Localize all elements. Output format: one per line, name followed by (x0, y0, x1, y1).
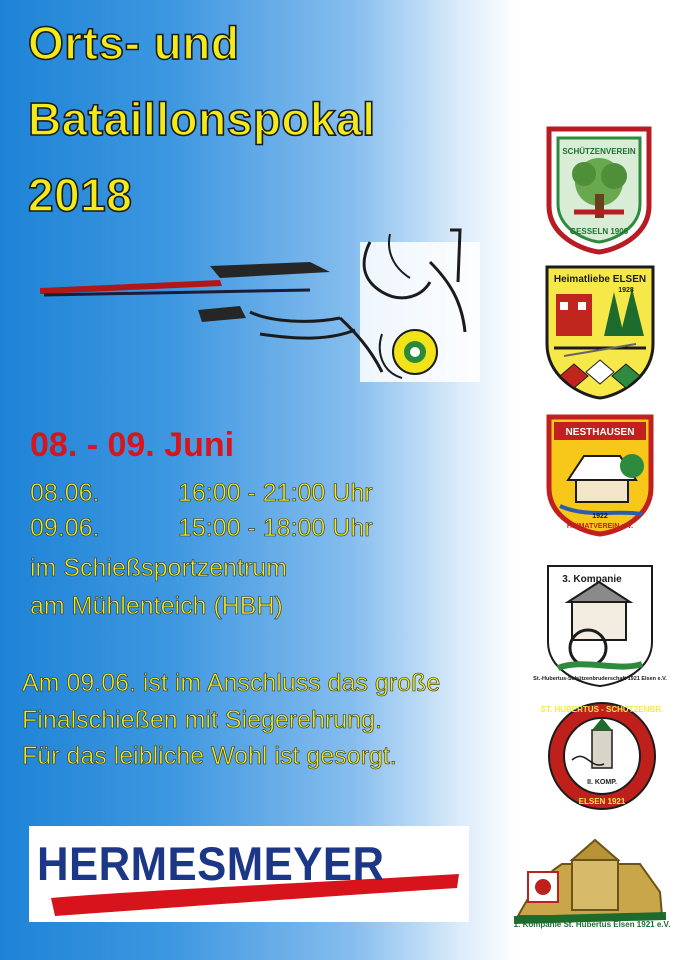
note-line: Finalschießen mit Siegerehrung. (22, 706, 382, 734)
location-line-2: am Mühlenteich (HBH) (30, 592, 283, 620)
crest-text: HEIMATVEREIN e.V. (566, 523, 634, 530)
schedule-day: 08.06. (30, 479, 100, 507)
shooter-illustration (10, 222, 480, 382)
emblem-komp: II. KOMP. (587, 779, 617, 786)
schedule-day: 09.06. (30, 514, 100, 542)
schedule-row (30, 481, 373, 506)
sponsor-name: HERMESMEYER (37, 837, 385, 890)
title-year: 2018 (28, 169, 133, 221)
crest-year: 1922 (592, 513, 608, 520)
crest-text: St.-Hubertus-Schützenbruderschaft 1921 Elsen e.V. (533, 676, 667, 682)
emblem-text: ST. HUBERTUS - SCHÜTZENBR. (540, 705, 664, 714)
crest-text: 3. Kompanie (562, 574, 622, 585)
emblem-text: 1. Kompanie St. Hubertus Elsen 1921 e.V. (513, 920, 671, 929)
emblem-text: ELSEN 1921 (578, 797, 626, 806)
heimatliebe-elsen-crest (544, 264, 656, 400)
hubertus-second-company-emblem (540, 700, 664, 812)
third-company-crest (533, 560, 667, 688)
schedule-row (30, 516, 373, 541)
location-line-1: im Schießsportzentrum (30, 554, 288, 582)
event-date-range: 08. - 09. Juni (30, 426, 235, 464)
crest-text: Heimatliebe ELSEN (553, 274, 647, 285)
crest-text: GESSELN 1906 (569, 227, 629, 236)
schedule-time: 16:00 - 21:00 Uhr (178, 479, 373, 507)
title-line-1: Orts- und (28, 17, 240, 69)
first-company-emblem (510, 832, 670, 932)
crest-text: NESTHAUSEN (565, 427, 635, 438)
crest-year: 1928 (618, 287, 634, 294)
note-line: Am 09.06. ist im Anschluss das große (22, 669, 441, 697)
crest-text: SCHÜTZENVEREIN (562, 147, 636, 156)
gesseln-club-crest (546, 126, 652, 254)
title-line-2: Bataillonspokal (28, 93, 376, 145)
nesthausen-crest (546, 414, 654, 536)
schedule-time: 15:00 - 18:00 Uhr (178, 514, 373, 542)
sponsor-logo (29, 826, 469, 922)
note-line: Für das leibliche Wohl ist gesorgt. (22, 742, 397, 770)
